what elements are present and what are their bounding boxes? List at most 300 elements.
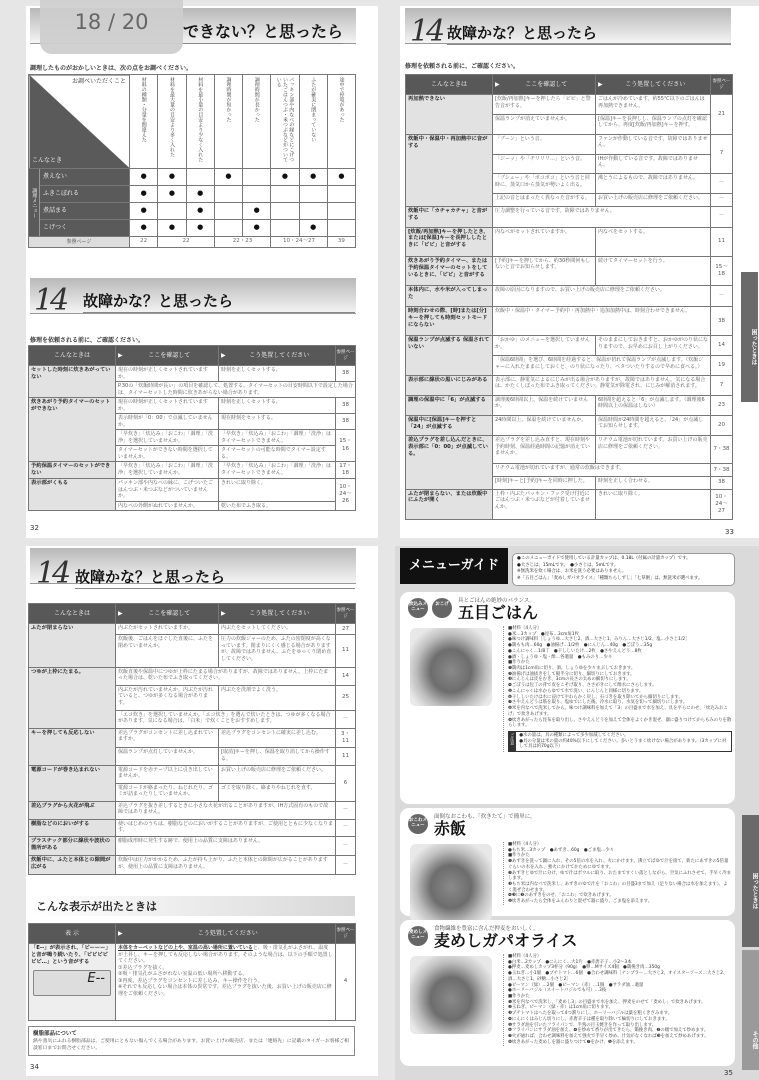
table-header (336, 346, 356, 366)
section-title: 故障かな？と思ったら (447, 22, 731, 45)
symptom-cell: 本体内に、水や米が入ってしまった (406, 286, 493, 307)
detail-cell: 「早炊き」「炊込み」「おこわ」「調理」「洗浄」はタイマーセットできません。 (219, 430, 336, 446)
caution-line: ●水の量は、具の種類によって多少加減してください。 (519, 732, 629, 738)
ref-page-cell: 38 (336, 398, 356, 414)
header-label: 参照ページ (336, 607, 355, 619)
page-33 (400, 6, 759, 538)
recipe-line: ❺炊きあがったら全体をふんわりと混ぜて器に盛り、ごま塩を添えます。 (508, 899, 653, 905)
check-row (29, 186, 356, 203)
recipe-line: ■作りかた (508, 660, 530, 666)
recipe-photo (410, 844, 492, 922)
menu-badge: 炊込みメニュー (408, 598, 428, 618)
ref-page: 22 (130, 237, 158, 248)
detail-cell: 内ぶたをセットしてください。 (219, 624, 336, 635)
symptom-cell: セットした時刻に炊きあがっていない (29, 366, 116, 398)
check-cell: ● (158, 169, 186, 186)
header-label: こんなときは (430, 80, 467, 88)
table-row (406, 306, 733, 335)
check-row (29, 203, 356, 220)
ref-page-cell: 11 (336, 748, 356, 766)
detail-cell: 保温時間が24時間を超えると、「24」が点滅してお知らせします。 (596, 415, 711, 436)
note-title: 樹脂部品について (33, 1031, 77, 1037)
table-header (29, 604, 116, 624)
detail-cell: 現在の時刻が正しくセットされていますか。 (116, 398, 219, 414)
table-header (116, 346, 219, 366)
display-label: 「E--」が表示され、「ピーーー」と音が鳴り続いたり、「ピピピピピピ…」という音がする (31, 945, 111, 965)
table-header-row (406, 75, 733, 95)
table-row (29, 837, 356, 856)
table-row (406, 375, 733, 395)
chapter-number: 14 (410, 14, 443, 49)
symptom-cell: 保温ランプが点滅する 保温されていない (406, 336, 493, 376)
recipe-line: ■作りかた (508, 994, 530, 1000)
trouble-table (28, 603, 356, 875)
recipe-card (400, 592, 735, 804)
arrow-icon: ▶ (221, 609, 226, 617)
table-row (406, 227, 733, 256)
table-row (29, 728, 356, 747)
arrow-icon: ▶ (118, 609, 123, 617)
check-cell: ● (130, 186, 158, 203)
check-row-label: ふきこぼれる (40, 186, 130, 203)
check-cell (186, 169, 214, 186)
recipe-line: ❹にんにくはみじん切りにし、赤唐辛子は種を取り除いて輪切りにしておきます。 (508, 1016, 670, 1022)
table-row (29, 624, 356, 635)
menu-badge: おこわメニュー (408, 814, 428, 834)
detail-cell: 表示部に、静電気によるにじみが出る場合がありますが、故障ではありません。気になる場合は、かたくしぼった布でふき取ってください。静電気が除電され、にじみが解消されます。 (493, 375, 711, 395)
recipe-line: ❼火が通れば、合わせ調味料を加えて強火で手早く炒め、汁気がなくなれば❸を加えて炒めあげます。 (508, 1034, 709, 1040)
table-row (29, 856, 356, 875)
table-row (406, 489, 733, 519)
check-caption: 調理したものがおかしいときは、次の点をお調べください。 (30, 65, 193, 72)
table-header (116, 604, 219, 624)
header-ref: 参照ページ (336, 924, 356, 944)
detail-cell: 上枠・内ぶたパッキン・フック受け付近にごはんつぶ・米つぶなどが付着していませんか。 (493, 489, 596, 519)
detail-cell: 炊飯中・保温中・タイマー予約中・再加熱中・追加加熱中は、時刻合わせできません。 (493, 306, 711, 335)
ref-page-cell: 17・18 (336, 462, 356, 479)
recipe-line: ●味つけ調味料［しょうゆ…大さじ2、酒…大さじ1、みりん…大さじ1/2、塩…小さじ1/2］ (508, 637, 690, 643)
table-header (711, 75, 733, 95)
caution-label: ご注意 (509, 732, 516, 751)
recipe-photo (410, 956, 492, 1034)
check-cell (271, 186, 299, 203)
detail-cell: タイマーセットができない時間を選択していませんか。 (116, 446, 219, 462)
header-label: ここを確認して (148, 351, 191, 359)
detail-cell: 圧力の炊飯ジャーのため、ふたの密閉度が高くなっています。閉まりにくく感じる場合がありますが、故障ではありません。ふたをゆっくり閉め直してください。 (219, 635, 336, 667)
recipe-name: 五目ごはん (458, 603, 539, 622)
detail-cell: P.30の「炊飯時間が長い」の項目を確認して、処置する。タイマーセットの目安時間以下で設定した場合は、タイマーセットした時間に炊きあがらない場合があります。 (116, 382, 356, 398)
table-header (493, 75, 596, 95)
ref-page-cell: － (711, 174, 733, 194)
detail-cell: リチウム電池が切れています。お買い上げの販売店に修理をご依頼ください。 (596, 436, 711, 464)
detail-cell: 「エコ炊き」を選択していませんか。「エコ炊き」を選んで炊いたときは、つゆが多くなる場合があります。気になる場合は、「白米」で炊くことをおすすめします。 (116, 710, 336, 728)
recipe-line: ❻干ししいたけは水に浸けてやわらかく戻し、石づきを取り除いてから細切りにします。 (508, 694, 683, 700)
table-header (406, 75, 493, 95)
ref-page-cell: － (336, 819, 356, 837)
check-cell: ● (327, 169, 355, 186)
chapter-number: 14 (36, 556, 69, 591)
detail-cell: 使いはじめのうちは、樹脂などのにおいがすることがありますが、ご使用とともに少なくなります。 (116, 819, 336, 837)
section-title: 故障かな？と思ったら (83, 290, 355, 313)
check-row (29, 220, 356, 237)
caution-text (516, 732, 731, 751)
symptom-cell: 表示部に線状の黒いにじみがある (406, 375, 493, 395)
table-row (406, 95, 733, 115)
recipe-line: ●鶏もも肉…60g ●油揚げ…1/2枚 ●にんじん…40g ●ごぼう…35g (508, 643, 653, 649)
detail-cell: そのままにしておきますと、おかゆがのり状になりますので、お早めにお召し上がりください。 (596, 336, 711, 356)
ref-page: 22 (158, 237, 215, 248)
header-label: こう処置してください (249, 351, 310, 359)
display-table (28, 923, 356, 1021)
symptom-cell: 炊飯中に、ふたと本体との隙間が広がる (29, 856, 116, 875)
symptom-cell: 保温中に[保温]キーを押すと「24」が点滅する (406, 415, 493, 436)
check-cell (299, 186, 327, 203)
ref-page-cell: － (711, 286, 733, 307)
ref-page-cell: 10・24～27 (711, 489, 733, 519)
detail-cell: 炊飯中は圧力がかかるため、ふたが持ち上がり、ふたと本体との隙間が広がることがありますが、使用上の品質に支障はありません。 (116, 856, 336, 875)
ref-page-cell: 11 (711, 227, 733, 256)
recipe-line: ❷あずきとゆで汁に分け、ゆで汁はボウルに取り、おたまですくい落としながら、空気にふれさせて、手早く冷まします。 (508, 870, 732, 882)
ref-page-cell: － (336, 856, 356, 875)
check-cell (327, 203, 355, 220)
ref-page: 39 (327, 237, 355, 248)
table-header (29, 346, 116, 366)
detail-cell: [炊飯/再加熱]キーを押したら「ピピ」と警告音がする。 (493, 95, 596, 115)
detail-cell: 内ぶたを洗剤でよく洗う。 (219, 685, 336, 710)
detail-cell: 差込プラグを差し込み直すと、現在時刻や予約時刻、保温経過時間の記憶が消えていませんか。 (493, 436, 596, 464)
symptom-cell: プラスチック部分に線状や波状の箇所がある (29, 837, 116, 856)
detail-cell: きれいに取り除く。 (219, 479, 336, 502)
detail-cell: タイマーセットの可能な時間でタイマー設定する。 (219, 446, 336, 462)
recipe-line: ❶米を内なべで洗米し、「麦めし3」の目盛まで水を加え、押麦をのせて「麦めし」で炊きあげます。 (508, 999, 706, 1005)
display-ref: 4 (336, 944, 356, 1021)
detail-cell: お買い上げの販売店に修理をご依頼ください。 (219, 765, 336, 783)
page-title: できない？と思ったら (183, 19, 343, 44)
table-row (29, 462, 356, 479)
check-cell (243, 169, 271, 186)
page-number: 35 (724, 1069, 733, 1077)
ref-page-cell: － (336, 837, 356, 856)
table-row (406, 134, 733, 154)
detail-cell: パッキン部や内なべの縁に、こげついたごはんつぶ・米つぶなどがついていませんか。 (116, 479, 219, 502)
check-cell: ● (271, 169, 299, 186)
arrow-icon: ▶ (495, 80, 500, 88)
table-row (29, 667, 356, 685)
detail-cell: 保温ランプが点灯していませんか。 (116, 748, 219, 766)
table-row (406, 395, 733, 415)
detail-cell: 「保温6時間」を選び、6時間を経過すると、保温が切れて保温ランプが点滅します。（炊飯ジャーに入れたままにしておくと、のり状になったり、ベタついたりするので早めに食べる。） (493, 356, 711, 376)
check-column-header (158, 75, 186, 169)
recipe-line: ■材料（4人分） (508, 954, 542, 959)
check-cell: ● (130, 220, 158, 237)
detail-cell: IHが作動している音です。故障ではありません。 (596, 154, 711, 174)
recipe-line: ●ピーマン（緑）…2個 ●ピーマン（赤）…1個 ●サラダ油…適量 (508, 982, 644, 988)
recipe-line: ❶鶏肉は1cm角に切り、酒、しょうゆを少々まぶしておきます。 (508, 666, 636, 672)
detail-cell: 電源コードが絡まったり、ねじれたり、ゴミが詰まったりしていませんか。 (116, 783, 219, 801)
symptom-cell: [炊飯/再加熱]キーを押したとき、または[保温]キーを長押ししたときに「ピピ」と音がする (406, 227, 493, 256)
recipe-line: ❹❸に❷のあずきをのせ、「おこわ」で炊きあげます。 (508, 893, 614, 899)
header-label: ここを確認して (525, 80, 568, 88)
table-row (406, 436, 733, 464)
check-cell (158, 203, 186, 220)
ref-page-cell: 38 (711, 306, 733, 335)
arrow-icon: ▶ (598, 80, 603, 88)
detail-cell: 表示時刻が「0：00」で点滅していませんか。 (116, 414, 219, 430)
recipe-line: ❼さやえんどうは筋を取り、塩ゆでにした後、冷水に取り、水気を切って細切りにします。 (508, 700, 688, 706)
page-35 (395, 546, 759, 1080)
check-table (28, 74, 356, 248)
check-column-text: 材料を最小量の目安より少なく入れた (197, 77, 204, 162)
ref-page-cell: 10・24～26 (336, 479, 356, 511)
symptom-cell: 表示部がくもる (29, 479, 116, 511)
detail-cell: 内なべがセットされていますか。 (493, 227, 596, 256)
recipe-line: ❸にんじんは皮をむき、3cmの長さの太めの細切りにします。 (508, 677, 631, 683)
trouble-table (28, 345, 356, 511)
detail-cell: [予約]キーを押してから、約30秒間何もしないと音でお知らせします。 (493, 256, 596, 285)
check-ref-row (29, 237, 356, 248)
detail-cell: 「ブーン」という音。 (493, 134, 596, 154)
check-row (29, 169, 356, 186)
check-cell: ● (299, 220, 327, 237)
side-tab-troubleshooting[interactable]: 困ったときは (742, 815, 759, 947)
table-header (219, 604, 336, 624)
detail-cell: 差込プラグを抜き差しするときに小さな火花が出ることがありますが、IH方式固有のもので故障ではありません。 (116, 801, 336, 819)
detail-cell: きれいに取り除く。 (596, 489, 711, 519)
check-cell: ● (243, 220, 271, 237)
check-column-text: 材料を最大量の目安より多く入れた (169, 77, 175, 157)
check-column-text: 材料の種類・分量を間違えた (140, 77, 147, 142)
check-column-text: パッキン部や内なべの縁などにこげついたごはんつぶ・米つぶなどがついている (275, 77, 295, 162)
header-label: こんなときは (53, 351, 90, 359)
check-cell: ● (214, 169, 242, 186)
header-action: ▶ こう処置してください (116, 924, 336, 944)
recipe-line: ●玉ねぎ…小1個 ●プチトマト…6個 ●合わせ調味料［ナンプラー…大さじ2、オイスターソース…大さじ2、酒…大さじ1、砂糖…小さじ2］ (508, 971, 728, 982)
ref-page-cell: 19 (711, 356, 733, 376)
detail-cell: 「プシュー」や「ボコボコ」という音と同時に、蒸気口から蒸気が勢いよく出る。 (493, 174, 596, 194)
ref-page-cell: 27 (336, 624, 356, 635)
detail-cell: 電源コードを赤テープ以上に引き出していませんか。 (116, 765, 219, 783)
recipe-line: ●白米…2カップ ●にんにく…大1片 ●赤唐辛子…小2～3本 (508, 959, 632, 965)
caution-line: ●具の分量は米の量の約40%以下にしてください。多いとうまく炊けない場合があります。（3カップに対して具は約70g以下） (519, 738, 727, 750)
table-row (29, 801, 356, 819)
caution-box (508, 731, 732, 752)
recipe-line: ●もち米…3カップ ●あずき…60g ●ごま塩…少々 (508, 847, 615, 853)
recipe-card (400, 920, 735, 1066)
header-label: 参照ページ (712, 78, 731, 90)
recipe-line: ●こんにゃく…1/8丁 ●干ししいたけ…2枚 ●さやえんどう…8枚 (508, 648, 642, 654)
check-cell (243, 186, 271, 203)
recipe-text (503, 626, 732, 752)
symptom-cell: 時刻合わせの際、[時]または[分]キーを押しても時刻セットモードにならない (406, 306, 493, 335)
check-cell: ● (158, 220, 186, 237)
recipe-subtitle: 面倒なおこわも、「炊きたて」で簡単に。 (434, 814, 536, 820)
note-text: 熱や蒸気にふれる樹脂部品は、ご使用にともない傷んでくる場合があります。お買い上げの販売店、または「連絡先」に記載のタイガーお客様ご相談窓口までお問合せください。 (33, 1039, 349, 1051)
table-header (336, 604, 356, 624)
recipe-card (400, 808, 735, 916)
page-number: 34 (30, 1063, 39, 1071)
recipe-line: ❺サラダ油を引いたフライパンで、半熟の目玉焼きを作って取り出します。 (508, 1022, 657, 1028)
page-indicator: 18 / 20 (40, 0, 183, 54)
symptom-cell: 調理の保温中に「6」が点滅する (406, 395, 493, 415)
check-cell (214, 186, 242, 203)
recipe-line: ●米…3カップ ●昆布…3cm角1枚 (508, 631, 579, 637)
ref-page-cell: 38 (336, 414, 356, 430)
recipe-line: ❽米を内なべで洗米してから、味つけ調味料を加えて「3」の目盛まで水を加え、具を平らにのせ、「炊込みおこげ」で炊きあげます。 (508, 706, 728, 717)
check-column-header (271, 75, 299, 169)
detail-cell: [保温]キーを長押しし、保温ランプの点灯を確認してから、再度[炊飯/再加熱]キーを押す。 (596, 114, 711, 134)
page-number: 33 (725, 528, 734, 536)
ref-page: 10・24～27 (271, 237, 328, 248)
side-tab-troubleshooting[interactable]: 困ったときは (741, 272, 758, 402)
menu-badge: おこげ (432, 598, 452, 618)
check-cell: ● (186, 203, 214, 220)
check-column-header (243, 75, 271, 169)
check-column-header (130, 75, 158, 169)
detail-cell: 「ジーッ」や「チリリリ…」という音。 (493, 154, 596, 174)
section-title: 故障かな？と思ったら (75, 566, 355, 589)
detail-cell: 保温ランプが消えていませんか。 (493, 114, 596, 134)
symptom-cell: 炊きあがり予約タイマーのセットができない (29, 398, 116, 462)
chapter-number: 14 (34, 283, 67, 318)
check-column-header (299, 75, 327, 169)
ref-page-cell: 7 (711, 134, 733, 174)
recipe-subtitle: 食物繊維を豊富に含んだ押麦をおいしく。 (434, 926, 539, 932)
table-row (29, 479, 356, 502)
side-tab-other[interactable]: その他 (742, 950, 759, 1070)
ref-page-cell: 7・38 (711, 436, 733, 464)
symptom-cell: ふたが閉まらない (29, 624, 116, 668)
recipe-line: ❶あずきを洗って鍋に入れ、その5倍の水を入れ、火にかけます。沸立てばゆで汁を捨て、新たにあずきの5倍量ぐらいの水を入れ、強火にかけてかためにゆでます。 (508, 859, 729, 870)
check-column-text: 途中で停電があった (338, 77, 345, 122)
detail-cell: 現在時刻をセットする。 (219, 414, 336, 430)
trouble-table (405, 74, 733, 520)
ref-page-cell: 3・11 (336, 728, 356, 747)
check-row-label: 煮詰まる (40, 203, 130, 220)
detail-cell: 差込プラグがコンセントに差し込まれていますか。 (116, 728, 219, 747)
ref-page-cell: 38 (711, 476, 733, 489)
menu-badge: 麦めしメニュー (408, 926, 428, 946)
detail-cell: 炊飯後、ごはんをほぐした直後に、ふたを閉めていませんか。 (116, 635, 219, 667)
recipe-line: ❷油揚げは油抜きをして縦半分に切り、細切りにしておきます。 (508, 671, 635, 677)
ref-page-cell: 7 (711, 375, 733, 395)
header-label: こう処置してください (625, 80, 686, 88)
recipe-line: ■作りかた (508, 853, 530, 859)
recipe-line: ❺こんにゃくは水からゆでて水で洗い、にんじんと同様に切ります。 (508, 688, 644, 694)
detail-cell: 24時間以上、保温を続けていませんか。 (493, 415, 596, 436)
recipe-line: ❸プチトマトはへたを取って4つ割りにし、ホーリーバジルは葉を粗くきざみます。 (508, 1011, 673, 1017)
table-row (406, 415, 733, 436)
guide-notes: ●このメニューガイドで使用している計量カップは、0.18L（付属の計量カップ）です。 ●大さじは、15mLです。 ●小さじは、5mLです。 ※無洗米を炊く場合は、お米を洗う必要はありません。 ※「五目ごはん」「麦めしガパオライス」「種類ちらしずし」「七草粥」は、無洗米が選べます。 (512, 553, 735, 586)
check-cell (299, 203, 327, 220)
detail-cell: ゴミを取り除く。絡まりやねじれを直す。 (219, 783, 336, 801)
table-header (596, 75, 711, 95)
check-cell: ● (158, 186, 186, 203)
page-32 (26, 6, 378, 538)
detail-cell: 故障の原因になりますので、お買い上げの販売店に修理をご依頼ください。 (493, 286, 711, 307)
detail-cell: 差込プラグをコンセントに確実に差し込む。 (219, 728, 336, 747)
recipe-line: ●酒・しょうゆ・塩・酢…各適量 ●もみのり…少々 (508, 654, 613, 660)
symptom-cell: キーを押しても反応しない (29, 728, 116, 765)
arrow-icon: ▶ (221, 351, 226, 359)
ref-page-cell: 25 (336, 685, 356, 710)
check-column-header (327, 75, 355, 169)
error-display: E-- (33, 970, 111, 996)
detail-cell: 内ぶたが汚れていませんか。内ぶたが汚れていると、つゆが多くなる場合があります。 (116, 685, 219, 710)
table-row (29, 398, 356, 414)
menu-side-label: 調理メニュー (29, 169, 40, 237)
recipe-text (503, 954, 732, 1046)
ref-page-cell: － (336, 801, 356, 819)
recipe-line: ■材料（4人分） (508, 842, 542, 847)
page-number: 32 (30, 524, 39, 532)
symptom-cell: 炊きあがり予約タイマー、または予約保温タイマーのセットをしているときに、「ピピ」と音がする (406, 256, 493, 285)
table-header (219, 346, 336, 366)
check-cell (271, 220, 299, 237)
recipe-line: ❻フライパンにサラダ油を加え、❹を炒めて香りが出てきたら、鶏挽き肉、❷の順で加えて炒めます。 (508, 1028, 709, 1034)
recipe-name: 麦めしガパオライス (434, 931, 578, 950)
check-cell (214, 220, 242, 237)
detail-cell: 「早炊き」「炊込み」「おこわ」「調理」「洗浄」を選択していませんか。 (116, 462, 219, 479)
recipe-name: 赤飯 (434, 819, 467, 838)
detail-cell: 現在の時刻が正しくセットされていますか。 (116, 366, 219, 382)
table-row (406, 256, 733, 285)
check-column-text: ふたが確実に閉まっていない (310, 77, 317, 142)
symptom-cell: 差込プラグを差し込んだときに、表示部に「0：00」が点滅している。 (406, 436, 493, 489)
display-action: 本体をカーペットなどの上や、室温の高い場所に置いていると、吸・排気孔がふさがれ、温度が上昇し、キーを押しても反応しない場合があります。そのような場合は、以下の手順で処置してください。 ①差込プラグを抜く。 ②吸・排気孔がふさがれない室温の低い場所へ移動する。 ③再度、差込プラグをコンセントに差し込み、キー操作を行う。 ※それでも反応しない場合は本体の異常です。差込プラグを抜いた後、お買い上げの販売店に修理をご依頼ください。 (116, 944, 336, 1021)
detail-cell: 調理後6時間以上、保温を続けていませんか。 (493, 395, 596, 415)
check-row-label: 煮えない (40, 169, 130, 186)
table-row (406, 336, 733, 356)
table-row (406, 286, 733, 307)
ref-page-cell: 15～18 (711, 256, 733, 285)
ref-page-cell: 14 (336, 667, 356, 685)
recipe-line: ●ホーリーバジル（スイートバジルでも可）…3枝 (508, 988, 607, 994)
recipe-line: ❸もち米は内なべで洗米し、あずきのゆで汁を「おこわ」の目盛3まで加え（足りない場合は水を加えます）、よく混ぜ合わせます。 (508, 882, 728, 893)
header-label: ここを確認して (148, 609, 191, 617)
note-box (28, 1026, 355, 1056)
recipe-line: ■材料（4人分） (508, 626, 542, 631)
check-corner (29, 75, 130, 169)
table-row (29, 819, 356, 837)
symptom-cell: 再加熱できない (406, 95, 493, 135)
recipe-line: ❷玉ねぎ、ピーマン（緑・赤）は1cm角に切ります。 (508, 1005, 613, 1011)
page-34 (26, 546, 378, 1076)
symptom-cell: 炊飯中に「カチャカチャ」と音がする (406, 206, 493, 227)
detail-cell: 内なべの外側がぬれていませんか。 (116, 501, 219, 511)
detail-cell: 圧力調整を行っている音です。故障ではありません。 (493, 206, 711, 227)
arrow-icon: ▶ (118, 351, 123, 359)
recipe-line: ❽炊きあがった麦めしを器に盛りつけて❼をかけ、❺を添えます。 (508, 1039, 638, 1045)
detail-cell: 時刻を正しく合わせる。 (596, 476, 711, 489)
header-label: 参照ページ (336, 349, 355, 361)
check-column-header (214, 75, 242, 169)
detail-cell: 内なべをセットする。 (596, 227, 711, 256)
ref-page-cell: 23 (711, 395, 733, 415)
ref-page-cell: 21 (711, 95, 733, 135)
section-caption: 修理を依頼される前に、ご確認ください。 (30, 337, 145, 344)
recipe-line: ❹ごぼうは包丁の背で皮をこそげ取り、ささがきにして酢水にさらします。 (508, 683, 657, 689)
detail-cell: 続けてタイマーセットを行う。 (596, 256, 711, 285)
detail-cell: 6時間を超えると「6」が点滅します。（調理後6時間以上の保温はしない） (596, 395, 711, 415)
check-cell (271, 203, 299, 220)
header-display: 表 示 (29, 924, 116, 944)
table-header-row (29, 604, 356, 624)
symptom-cell: 樹脂などのにおいがする (29, 819, 116, 837)
corner-top-label: お調べいただくこと (71, 78, 126, 85)
ref-label: 参照ページ (29, 237, 130, 248)
recipe-subtitle: 具とごはんの絶妙のバランス。 (458, 598, 536, 604)
check-cell: ● (243, 203, 271, 220)
